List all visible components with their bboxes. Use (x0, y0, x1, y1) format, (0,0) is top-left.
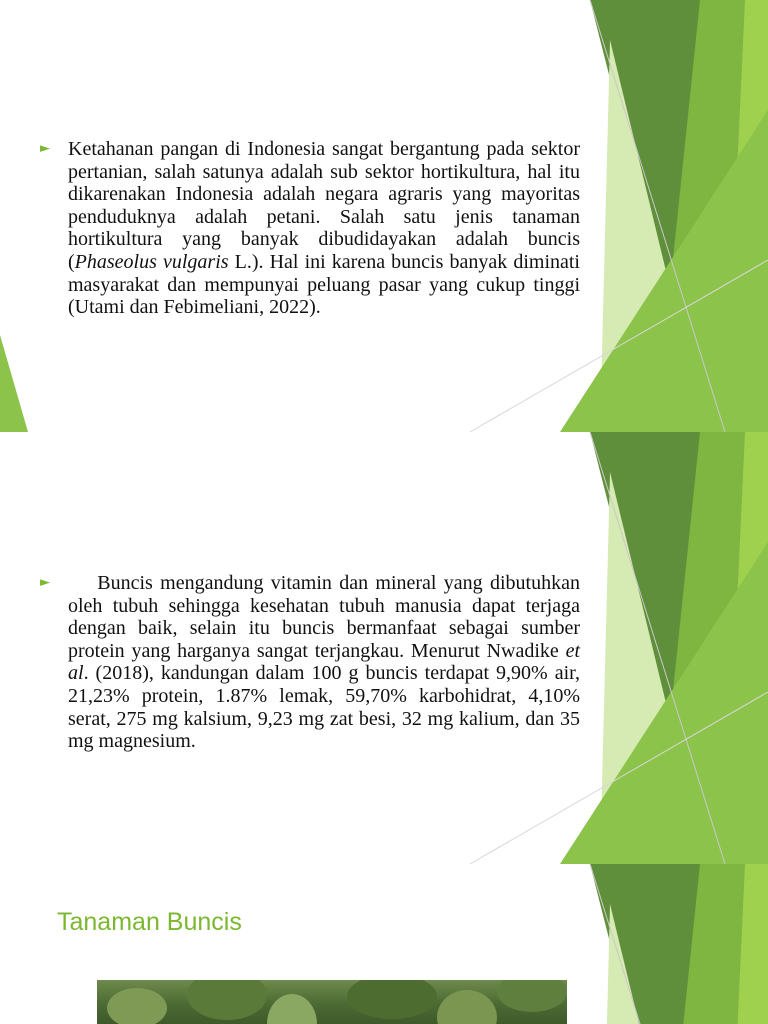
slide-2 (0, 432, 768, 864)
slide-3 (0, 864, 768, 1024)
scientific-name: Phaseolus vulgaris (74, 250, 229, 273)
paragraph-text: Ketahanan pangan di Indonesia sangat bergantung pada sektor pertanian, salah satunya adalah sub sektor hortikultura, hal itu dikarenakan Indonesia adalah negara agraris yang mayoritas penduduknya adalah petani. Salah satu jenis tanaman hortikultura yang banyak dibudidayakan adalah buncis ( (68, 138, 580, 273)
bullet-item-2 (40, 572, 580, 753)
paragraph-text: L.). Hal ini karena buncis banyak diminati masyarakat dan mempunyai peluang pasar yang cukup tinggi (Utami dan Febimeliani, 2022). (68, 250, 580, 319)
bullet-arrow-icon: ► (40, 575, 50, 590)
paragraph-nutrition (68, 572, 580, 753)
paragraph-text: Buncis mengandung vitamin dan mineral yang dibutuhkan oleh tubuh sehingga kesehatan tubuh manusia dapat terjaga dengan baik, selain itu buncis bermanfaat sebagai sumber protein yang harganya sangat terjangkau. Menurut Nwadike (68, 572, 580, 662)
bullet-item-1 (40, 138, 580, 319)
bullet-arrow-icon: ► (40, 141, 50, 156)
slide-title: Tanaman Buncis (57, 908, 242, 936)
paragraph-food-security (68, 138, 580, 319)
slide-1 (0, 0, 768, 432)
citation-italic: et al (68, 639, 580, 685)
bean-plant-photo (97, 980, 567, 1024)
deco-left-sliver (0, 335, 28, 432)
paragraph-text: . (2018), kandungan dalam 100 g buncis terdapat 9,90% air, 21,23% protein, 1.87% lemak, 59,70% karbohidrat, 4,10% serat, 275 mg kalsium, 9,23 mg zat besi, 32 mg kalium, dan 35 mg magnesium. (68, 662, 580, 753)
